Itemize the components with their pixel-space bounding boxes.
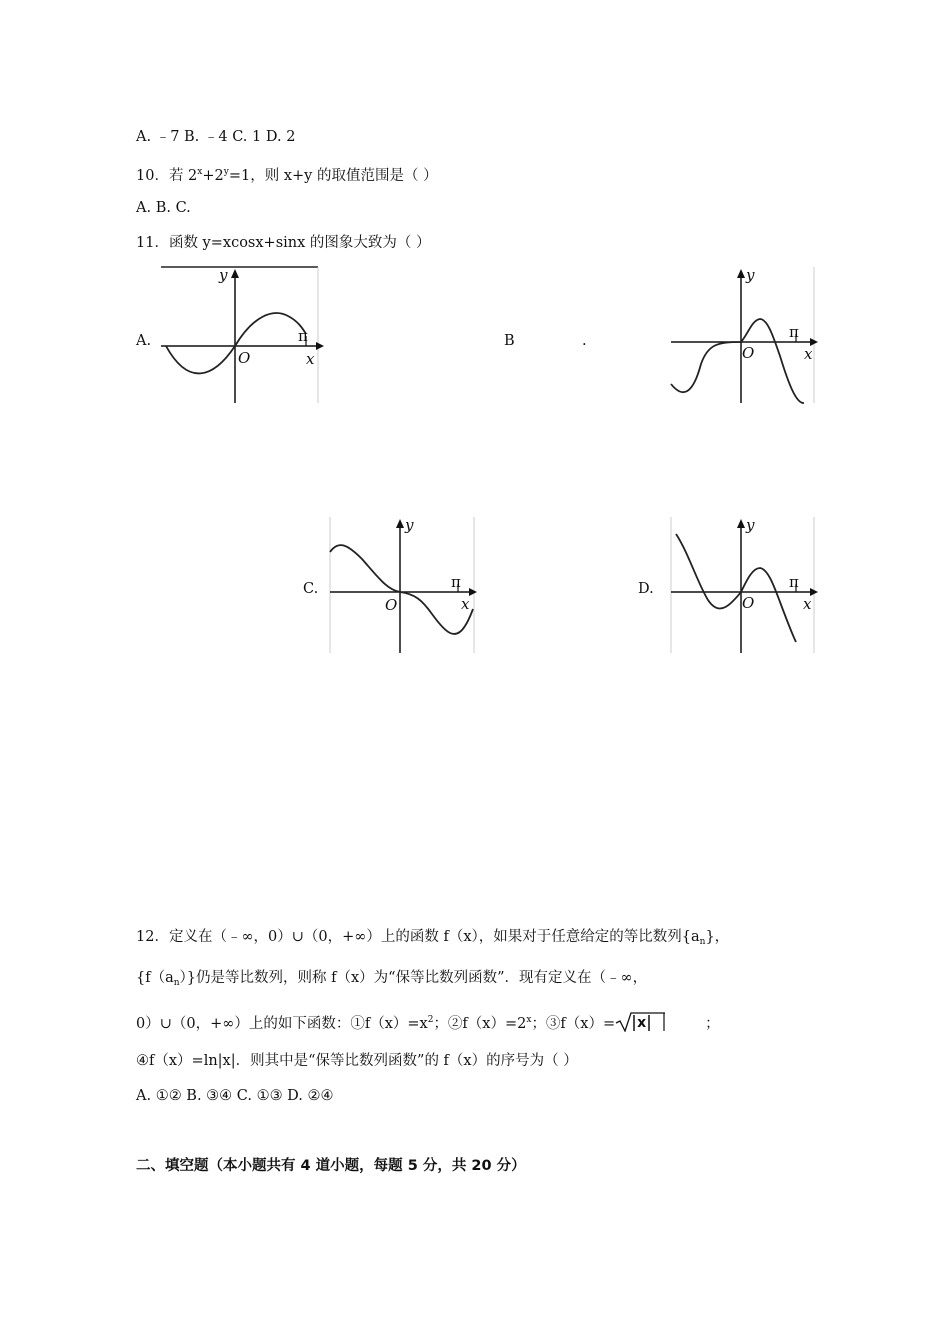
graph-d-x-label: x — [803, 595, 812, 613]
q11-label-b: B — [504, 333, 515, 349]
q10-text-2: +2 — [202, 168, 224, 184]
graph-b-origin: O — [742, 344, 755, 362]
sqrt-abs-x-var: x — [637, 1015, 647, 1031]
q12-l3-sup-1: 2 — [427, 1015, 434, 1025]
q12-l1-sub: n — [699, 937, 706, 947]
graph-d-origin: O — [742, 594, 755, 612]
graph-b-pi: π — [789, 323, 799, 341]
q12-l3-text-b: ；②f（x）=2 — [433, 1016, 527, 1032]
graph-b-x-label: x — [804, 345, 813, 363]
q12-line-2 — [136, 968, 647, 993]
q12-l3-text-a: 0）∪（0，+∞）上的如下函数：①f（x）=x — [136, 1016, 428, 1032]
graph-c-x-label: x — [461, 595, 470, 613]
graph-a-origin: O — [238, 349, 251, 367]
q10-exp-x: x — [197, 167, 203, 177]
graph-option-d — [668, 514, 820, 656]
graph-option-a — [158, 264, 326, 406]
q12-line-1 — [136, 927, 729, 952]
q12-l2-text-b: ）}仍是等比数列，则称 f（x）为“保等比数列函数”．现有定义在（﹣∞， — [179, 970, 648, 986]
q11-label-b-dot: . — [582, 333, 587, 349]
q10-text-3: =1，则 x+y 的取值范围是（ ） — [228, 168, 438, 184]
q12-l2-text-a: {f（a — [136, 970, 174, 986]
graph-d-pi: π — [789, 573, 799, 591]
graph-c-origin: O — [385, 596, 398, 614]
q10-exp-y: y — [223, 167, 229, 177]
graph-a-x-label: x — [306, 350, 315, 368]
q12-l2-sub: n — [173, 978, 180, 988]
q11-label-d: D. — [638, 581, 654, 597]
graph-a-pi: π — [298, 327, 308, 345]
graph-a-y-label: y — [219, 266, 228, 284]
graph-d-y-label: y — [746, 516, 755, 534]
q12-l1-text: 12．定义在（﹣∞，0）∪（0，+∞）上的函数 f（x），如果对于任意给定的等比数列{a — [136, 929, 700, 945]
graph-option-b — [668, 264, 820, 406]
q12-line-4: ④f（x）=ln|x|．则其中是“保等比数列函数”的 f（x）的序号为（ ） — [136, 1053, 578, 1069]
q12-l1-end: }， — [705, 929, 730, 945]
q11-label-a: A. — [136, 333, 152, 349]
q10-stem — [136, 162, 438, 186]
q11-label-c: C. — [303, 581, 319, 597]
q9-options: A. ﹣7 B. ﹣4 C. 1 D. 2 — [136, 129, 296, 145]
q12-l3-end: ； — [705, 1016, 720, 1032]
graph-option-c — [327, 514, 479, 656]
graph-c-pi: π — [451, 573, 461, 591]
graph-c-y-label: y — [405, 516, 414, 534]
q12-line-3 — [136, 1010, 720, 1034]
q12-options: A. ①② B. ③④ C. ①③ D. ②④ — [136, 1088, 334, 1104]
q11-stem: 11．函数 y=xcosx+sinx 的图象大致为（ ） — [136, 235, 431, 251]
q10-text-1: 10．若 2 — [136, 168, 198, 184]
sqrt-abs-x-formula — [615, 1012, 667, 1032]
graph-b-y-label: y — [746, 266, 755, 284]
q10-options: A. B. C. — [136, 200, 191, 216]
q12-l3-sup-2: x — [526, 1015, 532, 1025]
section-2-heading: 二、填空题（本小题共有 4 道小题，每题 5 分，共 20 分） — [136, 1158, 526, 1174]
q12-l3-text-c: ；③f（x）= — [531, 1016, 616, 1032]
